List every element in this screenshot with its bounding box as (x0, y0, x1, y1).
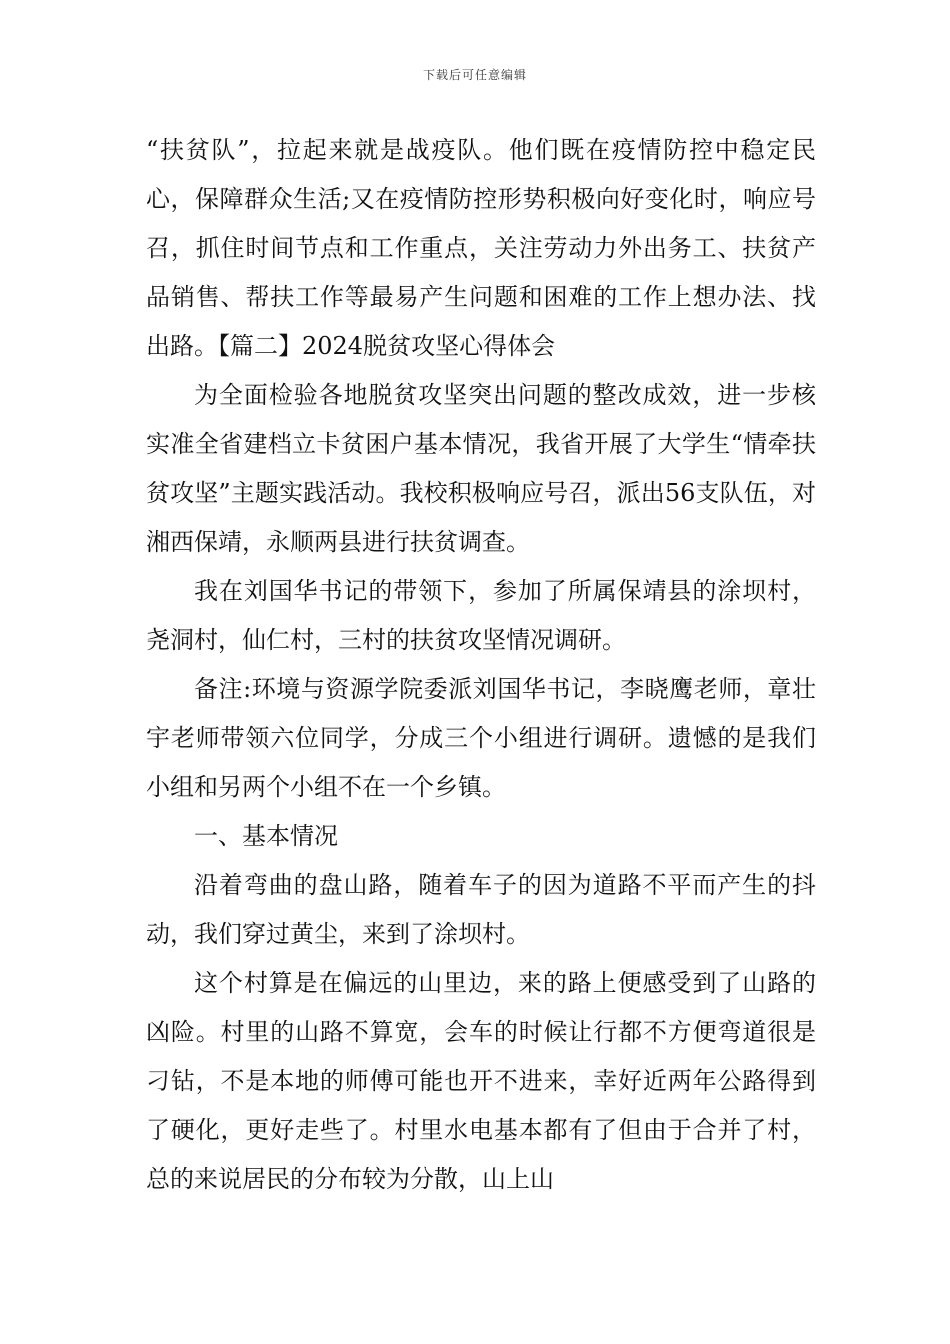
section-heading-basic-situation: 一、基本情况 (194, 822, 338, 850)
paragraph-arrival: 沿着弯曲的盘山路，随着车子的因为道路不平而产生的抖动，我们穿过黄尘，来到了涂坝村。 (146, 871, 816, 948)
paragraph-participation: 我在刘国华书记的带领下，参加了所属保靖县的涂坝村，尧洞村，仙仁村，三村的扶贫攻坚情况调研。 (146, 577, 816, 654)
paragraph-continuation: “扶贫队”，拉起来就是战疫队。他们既在疫情防控中稳定民心，保障群众生活;又在疫情防控形势积极向好变化时，响应号召，抓住时间节点和工作重点，关注劳动力外出务工、扶贫产品销售、帮扶工作等最易产生问题和困难的工作上想办法、找出路。【篇二】2024脱贫攻坚心得体会 (146, 136, 816, 360)
document-body (146, 126, 816, 1204)
paragraph-village-description: 这个村算是在偏远的山里边，来的路上便感受到了山路的凶险。村里的山路不算宽，会车的时候让行都不方便弯道很是刁钻，不是本地的师傅可能也开不进来，幸好近两年公路得到了硬化，更好走些了。村里水电基本都有了但由于合并了村，总的来说居民的分布较为分散，山上山 (146, 969, 816, 1193)
page-header-note: 下载后可任意编辑 (422, 68, 527, 82)
paragraph-remark: 备注:环境与资源学院委派刘国华书记，李晓鹰老师，章壮宇老师带领六位同学，分成三个小组进行调研。遗憾的是我们小组和另两个小组不在一个乡镇。 (146, 675, 816, 801)
paragraph-survey-intro: 为全面检验各地脱贫攻坚突出问题的整改成效，进一步核实准全省建档立卡贫困户基本情况，我省开展了大学生“情牵扶贫攻坚”主题实践活动。我校积极响应号召，派出56支队伍，对湘西保靖，永顺两县进行扶贫调查。 (146, 381, 816, 556)
